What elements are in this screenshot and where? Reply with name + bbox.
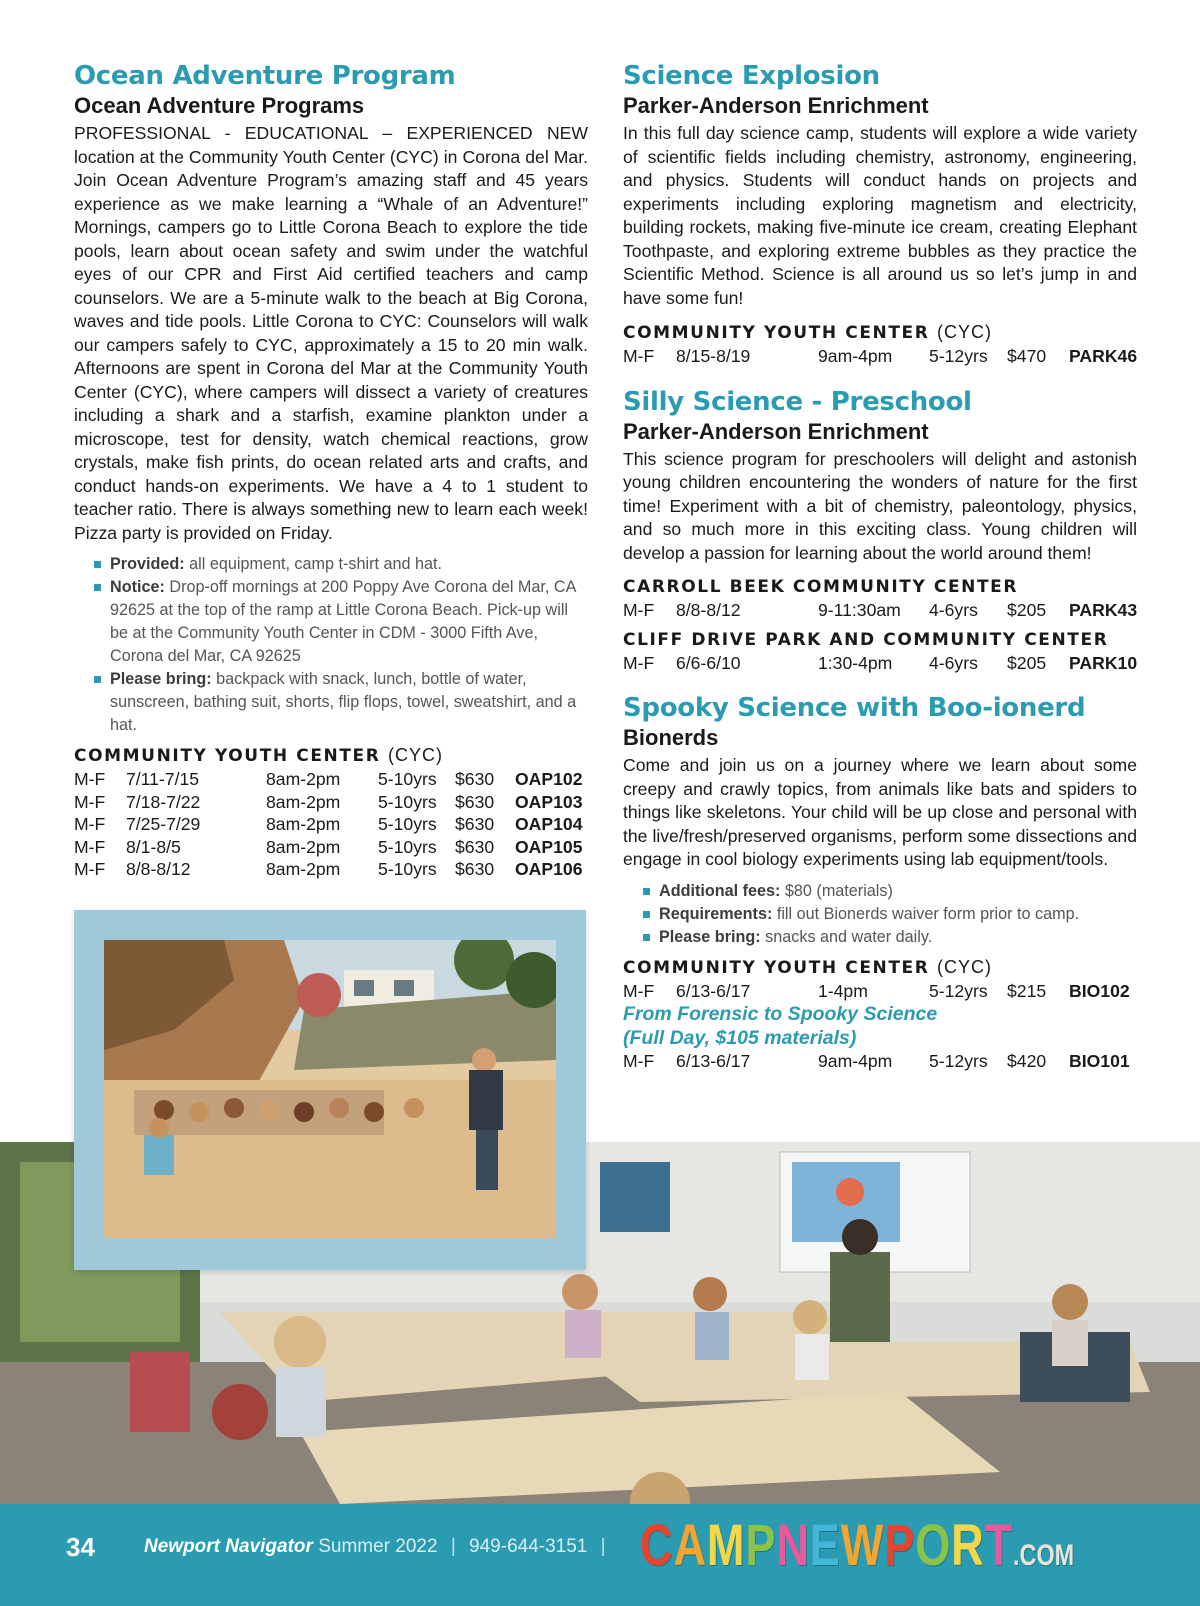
session-row xyxy=(74,858,588,881)
ocean-adventure-section xyxy=(74,60,588,881)
spooky-bullets xyxy=(643,880,1137,949)
session-price: $630 xyxy=(455,769,495,789)
bullet-square-icon xyxy=(643,888,650,895)
silly-science-section xyxy=(623,386,1137,675)
logo-letter: C xyxy=(640,1513,674,1578)
session-days: M-F xyxy=(74,769,106,789)
logo-letter: P xyxy=(884,1513,916,1578)
bullet-label: Provided: xyxy=(110,555,185,573)
session-code: BIO102 xyxy=(1069,980,1130,1001)
session-price: $630 xyxy=(455,836,495,857)
location-abbr: (CYC) xyxy=(937,956,992,977)
spooky-location xyxy=(623,955,1137,980)
session-price: $630 xyxy=(455,859,495,879)
session-days: M-F xyxy=(74,859,106,879)
session-ages: 5-12yrs xyxy=(929,1051,988,1071)
logo-letter: P xyxy=(745,1513,777,1578)
ocean-description: PROFESSIONAL - EDUCATIONAL – EXPERIENCED NEW location at the Community Youth Center (CYC) in Corona del Mar. Join Ocean Adventure Program’s amazing staff and 45 years experience as we make learning a “Whale of an Adventure!” Mornings, campers go to Little Corona Beach to explore the tide pools, learn about ocean safety and swim under the watchful eyes of our CPR and First Aid certified teachers and camp counselors. We are a 5-minute walk to the beach at Big Corona, waves and tide pools. Little Corona to CYC: Counselors will walk our campers safely to CYC, approximately a 15 to 20 min walk. Afternoons are spent in Corona del Mar at the Community Youth Center (CYC), where campers will dissect a variety of creatures including a shark and a starfish, examine plankton under a microscope, test for density, watch chemical reactions, grow crystals, make fish prints, do ocean related arts and crafts, and conduct hands-on experiments. We have a 4 to 1 student to teacher ratio. There is always something new to learn each week! Pizza party is provided on Friday. xyxy=(74,123,588,543)
bullet-label: Please bring: xyxy=(110,670,212,688)
right-column xyxy=(623,60,1137,1073)
session-price: $630 xyxy=(455,791,495,812)
logo-letter: W xyxy=(840,1513,885,1578)
session-ages: 4-6yrs xyxy=(929,652,978,673)
logo-suffix: .COM xyxy=(1013,1539,1075,1572)
session-time: 9am-4pm xyxy=(818,1051,893,1071)
session-code: OAP105 xyxy=(515,836,583,857)
session-dates: 6/13-6/17 xyxy=(676,980,751,1001)
bullet-square-icon xyxy=(94,584,101,591)
bullet-text: $80 (materials) xyxy=(780,881,893,900)
ocean-title: Ocean Adventure Program xyxy=(74,61,456,91)
page-number: 34 xyxy=(66,1532,95,1562)
session-dates: 6/6-6/10 xyxy=(676,652,741,673)
ocean-provider: Ocean Adventure Programs xyxy=(74,93,365,118)
silly-location-2: CLIFF DRIVE PARK AND COMMUNITY CENTER xyxy=(623,629,1109,650)
session-row xyxy=(74,791,588,814)
session-row xyxy=(623,1050,1137,1073)
silly-provider: Parker-Anderson Enrichment xyxy=(623,418,929,444)
session-dates: 8/8-8/12 xyxy=(126,859,191,879)
silly-location-1: CARROLL BEEK COMMUNITY CENTER xyxy=(623,577,1019,597)
session-dates: 8/8-8/12 xyxy=(676,600,741,620)
spooky-subtitle-line1: From Forensic to Spooky Science xyxy=(623,1003,938,1025)
silly-description: This science program for preschoolers will delight and astonish young children encountering the wonders of nature for the first time! Experiment with a bit of chemistry, paleontology, physics, and so much more in this exciting class. Young children will develop a passion for learning about the world around them! xyxy=(623,448,1137,563)
publication-name: Newport Navigator xyxy=(144,1536,313,1557)
session-days: M-F xyxy=(623,346,655,366)
session-time: 8am-2pm xyxy=(266,814,341,834)
location-name: COMMUNITY YOUTH CENTER xyxy=(74,746,381,766)
logo-letter: A xyxy=(673,1513,707,1578)
logo-letter: N xyxy=(776,1513,810,1578)
bullet-text: Drop-off mornings at 200 Poppy Ave Corona del Mar, CA 92625 at the top of the ramp at Little Corona Beach. Pick-up will be at the Community Youth Center in CDM - 3000 Fifth Ave, Corona del Mar, CA 92625 xyxy=(110,578,576,665)
science-explosion-section xyxy=(623,60,1137,368)
session-time: 9-11:30am xyxy=(818,600,901,620)
bullet-text: all equipment, camp t-shirt and hat. xyxy=(184,555,442,573)
session-dates: 7/11-7/15 xyxy=(126,769,200,789)
bullet-text: fill out Bionerds waiver form prior to camp. xyxy=(772,904,1080,923)
session-days: M-F xyxy=(74,814,106,834)
spooky-science-section xyxy=(623,692,1137,1073)
location-abbr: (CYC) xyxy=(937,322,992,342)
logo-letter: O xyxy=(915,1513,952,1578)
ocean-bullets xyxy=(94,553,588,737)
logo-letter: E xyxy=(809,1513,841,1578)
session-row xyxy=(623,345,1137,368)
spooky-subtitle-line2: (Full Day, $105 materials) xyxy=(623,1027,857,1049)
science-location xyxy=(623,320,1137,345)
session-price: $470 xyxy=(1007,346,1047,366)
session-code: OAP103 xyxy=(515,791,583,812)
page-footer xyxy=(0,1504,1200,1606)
ocean-bullet-provided xyxy=(94,553,588,576)
session-price: $205 xyxy=(1007,652,1047,673)
science-title: Science Explosion xyxy=(623,61,880,91)
session-ages: 5-10yrs xyxy=(378,791,437,812)
session-dates: 8/15-8/19 xyxy=(676,346,751,366)
session-time: 8am-2pm xyxy=(266,836,341,857)
location-name: COMMUNITY YOUTH CENTER xyxy=(623,957,930,978)
session-code: PARK10 xyxy=(1069,652,1138,673)
bullet-square-icon xyxy=(94,561,101,568)
bullet-label: Please bring: xyxy=(659,927,761,946)
ocean-schedule xyxy=(74,768,588,881)
session-ages: 5-12yrs xyxy=(929,346,988,366)
spooky-bullet-requirements xyxy=(643,903,1137,926)
bullet-square-icon xyxy=(643,911,650,918)
logo-letter: M xyxy=(706,1513,746,1578)
session-row xyxy=(74,768,588,791)
location-name: COMMUNITY YOUTH CENTER xyxy=(623,323,930,343)
session-price: $630 xyxy=(455,814,495,834)
session-days: M-F xyxy=(623,1051,655,1071)
bullet-square-icon xyxy=(94,676,101,683)
session-time: 1:30-4pm xyxy=(818,652,893,673)
session-days: M-F xyxy=(74,836,106,857)
session-price: $205 xyxy=(1007,600,1047,620)
session-time: 8am-2pm xyxy=(266,859,341,879)
session-days: M-F xyxy=(74,791,106,812)
bullet-label: Notice: xyxy=(110,578,165,596)
session-price: $215 xyxy=(1007,980,1047,1001)
silly-title: Silly Science - Preschool xyxy=(623,386,972,417)
session-price: $420 xyxy=(1007,1051,1047,1071)
session-code: BIO101 xyxy=(1069,1051,1130,1071)
session-dates: 7/18-7/22 xyxy=(126,791,201,812)
session-ages: 5-10yrs xyxy=(378,814,437,834)
science-provider: Parker-Anderson Enrichment xyxy=(623,93,929,118)
bullet-label: Additional fees: xyxy=(659,881,781,900)
separator: | xyxy=(450,1536,456,1557)
spooky-title: Spooky Science with Boo-ionerd xyxy=(623,693,1086,723)
session-row xyxy=(623,652,1137,675)
session-time: 8am-2pm xyxy=(266,769,341,789)
session-row xyxy=(74,836,588,859)
phone-number: 949-644-3151 xyxy=(469,1536,588,1557)
ocean-location xyxy=(74,743,588,768)
session-dates: 7/25-7/29 xyxy=(126,814,201,834)
session-time: 8am-2pm xyxy=(266,791,341,812)
session-ages: 5-10yrs xyxy=(378,859,437,879)
logo-letter: R xyxy=(951,1513,985,1578)
publication-season: Summer 2022 xyxy=(318,1536,438,1557)
beach-photo-frame xyxy=(74,910,586,1270)
session-code: OAP106 xyxy=(515,859,583,879)
spooky-bullet-bring xyxy=(643,926,1137,949)
ocean-bullet-notice xyxy=(94,576,588,668)
session-days: M-F xyxy=(623,600,655,620)
session-code: PARK46 xyxy=(1069,346,1138,366)
session-row xyxy=(74,813,588,836)
session-ages: 5-10yrs xyxy=(378,769,437,789)
campnewport-logo[interactable] xyxy=(640,1513,1075,1586)
session-code: PARK43 xyxy=(1069,600,1138,620)
spooky-provider: Bionerds xyxy=(623,725,719,750)
beach-photo xyxy=(104,940,556,1238)
session-row xyxy=(623,599,1137,622)
session-ages: 4-6yrs xyxy=(929,600,978,620)
session-dates: 8/1-8/5 xyxy=(126,836,181,857)
bullet-square-icon xyxy=(643,934,650,941)
logo-letter: T xyxy=(984,1513,1014,1578)
session-days: M-F xyxy=(623,652,655,673)
session-ages: 5-10yrs xyxy=(378,836,437,857)
location-abbr: (CYC) xyxy=(388,745,443,765)
session-code: OAP102 xyxy=(515,769,583,789)
bullet-text: snacks and water daily. xyxy=(760,927,933,946)
ocean-bullet-bring xyxy=(94,668,588,737)
session-time: 9am-4pm xyxy=(818,346,893,366)
bullet-label: Requirements: xyxy=(659,904,773,923)
session-time: 1-4pm xyxy=(818,980,868,1001)
publication-line xyxy=(144,1536,614,1558)
spooky-bullet-fees xyxy=(643,880,1137,903)
spooky-subtitle xyxy=(623,1002,1137,1050)
session-ages: 5-12yrs xyxy=(929,980,988,1001)
session-code: OAP104 xyxy=(515,814,583,834)
spooky-description: Come and join us on a journey where we learn about some creepy and crawly topics, from animals like bats and spiders to things like skeletons. Your child will be up close and personal with the live/fresh/preserved organisms, perform some dissections and engage in cool biology experiments using lab equipment/tools. xyxy=(623,755,1137,869)
session-row xyxy=(623,980,1137,1003)
science-description: In this full day science camp, students will explore a wide variety of scientific fields including chemistry, astronomy, engineering, and physics. Students will conduct hands on projects and experiments including exploring magnetism and electricity, building rockets, making five-minute ice cream, creating Elephant Toothpaste, and exploring extreme bubbles as they practice the Scientific Method. Science is all around us so let’s jump in and have some fun! xyxy=(623,123,1137,308)
bullet-text: backpack with snack, lunch, bottle of water, sunscreen, bathing suit, shorts, flip flops, towel, sweatshirt, and a hat. xyxy=(110,670,577,734)
session-dates: 6/13-6/17 xyxy=(676,1051,751,1071)
separator: | xyxy=(600,1536,606,1557)
session-days: M-F xyxy=(623,980,655,1001)
